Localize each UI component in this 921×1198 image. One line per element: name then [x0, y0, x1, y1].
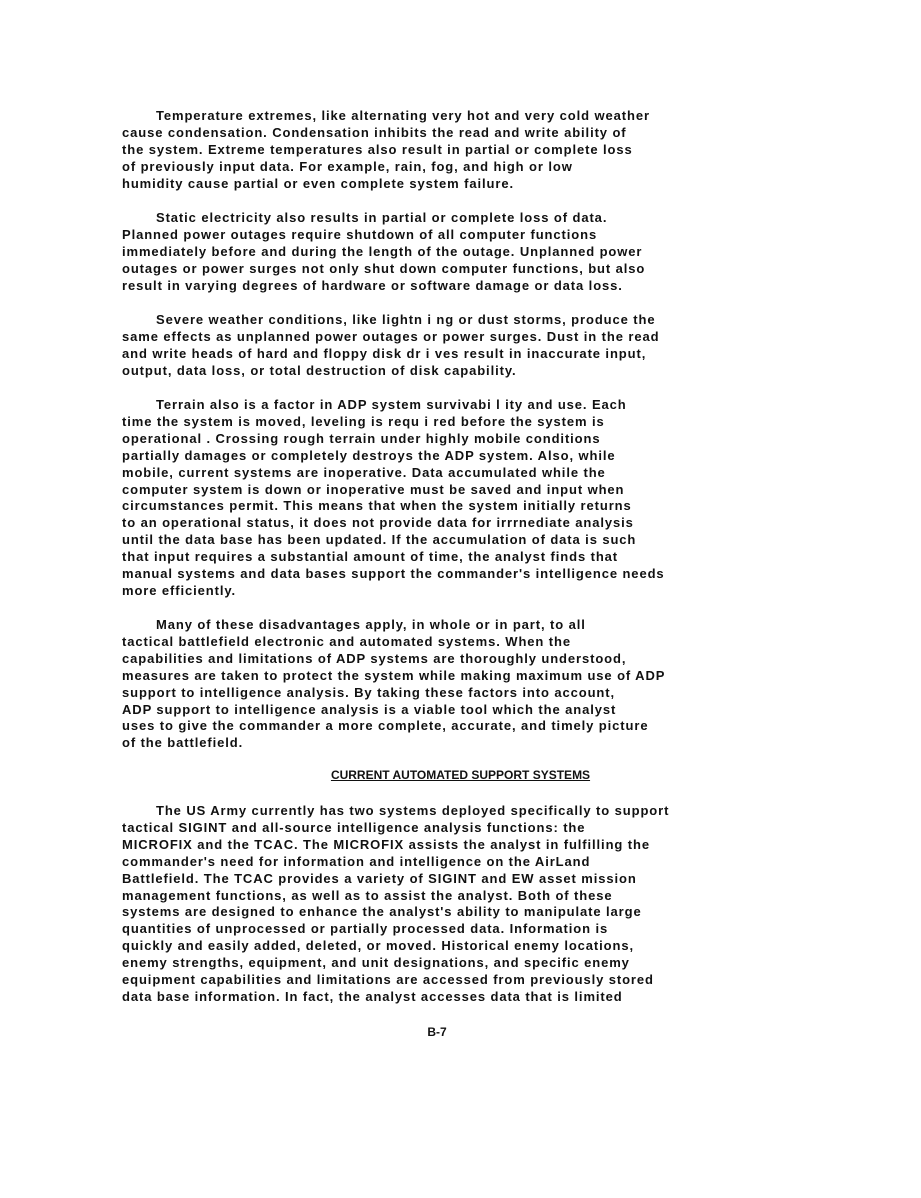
text-line: The US Army currently has two systems deployed specifically to support: [156, 803, 670, 818]
text-line: capabilities and limitations of ADP systems are thoroughly understood,: [122, 650, 627, 666]
text-line: equipment capabilities and limitations are accessed from previously stored: [122, 972, 654, 988]
text-line: computer system is down or inoperative must be saved and input when: [122, 481, 625, 497]
text-line: mobile, current systems are inoperative. Data accumulated while the: [122, 464, 606, 480]
paragraph-temperature: [122, 108, 744, 193]
text-line: time the system is moved, leveling is requ i red before the system is: [122, 413, 605, 429]
text-line: quantities of unprocessed or partially processed data. Information is: [122, 921, 609, 937]
text-line: and write heads of hard and floppy disk dr i ves result in inaccurate input,: [122, 345, 647, 361]
text-line: of previously input data. For example, rain, fog, and high or low: [122, 158, 573, 174]
text-line: quickly and easily added, deleted, or moved. Historical enemy locations,: [122, 938, 634, 954]
text-line: output, data loss, or total destruction of disk capability.: [122, 362, 517, 378]
text-line: circumstances permit. This means that when the system initially returns: [122, 498, 632, 514]
text-line: Terrain also is a factor in ADP system survivabi l ity and use. Each: [156, 397, 627, 412]
paragraph-severe-weather: [122, 312, 744, 380]
text-line: of the battlefield.: [122, 735, 244, 751]
text-line: Static electricity also results in partial or complete loss of data.: [156, 210, 608, 225]
text-line: support to intelligence analysis. By taking these factors into account,: [122, 684, 615, 700]
text-line: operational . Crossing rough terrain under highly mobile conditions: [122, 430, 601, 446]
text-line: uses to give the commander a more complete, accurate, and timely picture: [122, 718, 649, 734]
text-line: until the data base has been updated. If the accumulation of data is such: [122, 532, 637, 548]
text-line: cause condensation. Condensation inhibits the read and write ability of: [122, 124, 627, 140]
text-line: measures are taken to protect the system while making maximum use of ADP: [122, 667, 666, 683]
text-line: tactical battlefield electronic and automated systems. When the: [122, 633, 571, 649]
text-line: Temperature extremes, like alternating very hot and very cold weather: [156, 108, 650, 123]
text-line: MICROFIX and the TCAC. The MICROFIX assists the analyst in fulfilling the: [122, 836, 650, 852]
text-line: humidity cause partial or even complete system failure.: [122, 175, 514, 191]
text-line: the system. Extreme temperatures also result in partial or complete loss: [122, 141, 633, 157]
text-line: result in varying degrees of hardware or software damage or data loss.: [122, 277, 623, 293]
paragraph-disadvantages: [122, 617, 744, 752]
text-line: enemy strengths, equipment, and unit designations, and specific enemy: [122, 955, 630, 971]
text-line: more efficiently.: [122, 582, 237, 598]
text-line: Battlefield. The TCAC provides a variety of SIGINT and EW asset mission: [122, 870, 637, 886]
text-line: Many of these disadvantages apply, in whole or in part, to all: [156, 617, 586, 632]
text-line: partially damages or completely destroys the ADP system. Also, while: [122, 447, 616, 463]
text-line: Planned power outages require shutdown of all computer functions: [122, 226, 598, 242]
text-line: commander's need for information and intelligence on the AirLand: [122, 853, 591, 869]
text-line: outages or power surges not only shut down computer functions, but also: [122, 260, 646, 276]
text-line: immediately before and during the length of the outage. Unplanned power: [122, 243, 643, 259]
page-number: B-7: [427, 1025, 447, 1039]
text-line: same effects as unplanned power outages or power surges. Dust in the read: [122, 328, 660, 344]
text-line: systems are designed to enhance the analyst's ability to manipulate large: [122, 904, 642, 920]
section-heading: CURRENT AUTOMATED SUPPORT SYSTEMS: [330, 768, 591, 782]
text-line: ADP support to intelligence analysis is a viable tool which the analyst: [122, 701, 617, 717]
paragraph-terrain: [122, 397, 744, 600]
text-line: to an operational status, it does not provide data for irrrnediate analysis: [122, 515, 634, 531]
text-line: data base information. In fact, the analyst accesses data that is limited: [122, 988, 623, 1004]
text-line: management functions, as well as to assist the analyst. Both of these: [122, 887, 613, 903]
paragraph-static-electricity: [122, 210, 744, 295]
text-line: that input requires a substantial amount of time, the analyst finds that: [122, 549, 619, 565]
paragraph-current-systems: [122, 803, 744, 1006]
text-line: tactical SIGINT and all-source intelligence analysis functions: the: [122, 819, 586, 835]
text-line: Severe weather conditions, like lightn i ng or dust storms, produce the: [156, 312, 656, 327]
text-line: manual systems and data bases support the commander's intelligence needs: [122, 566, 665, 582]
